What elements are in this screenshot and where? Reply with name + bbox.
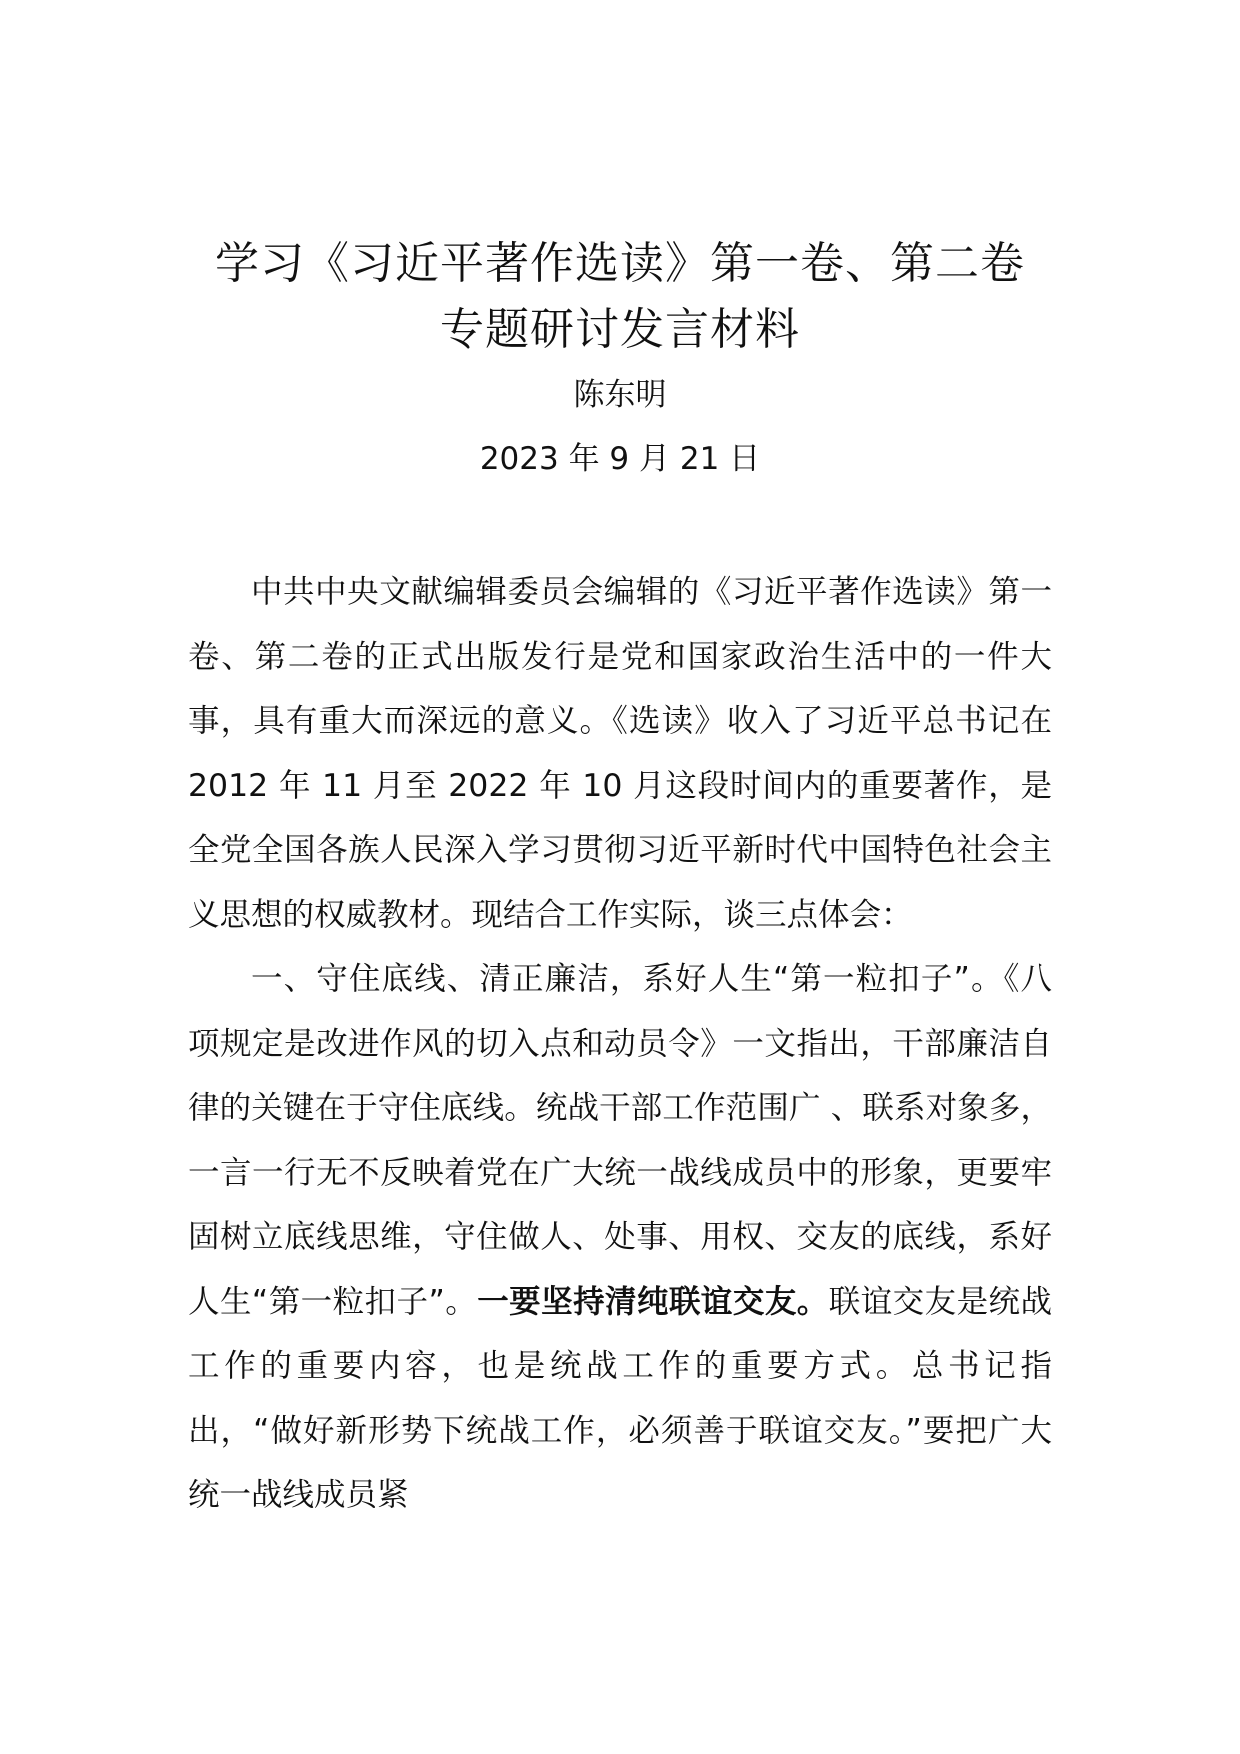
document-date: 2023 年 9 月 21 日: [479, 441, 761, 477]
section-one-text-continued: 联谊交友是统战工作的重要内容，也是统战工作的重要方式。总书记指出，“做好新形势下统战工作，必须善于联谊交友。”要把广大统一战线成员紧: [188, 1283, 1052, 1513]
document-body: [188, 560, 1052, 1528]
section-one-paragraph: [188, 947, 1052, 1528]
section-one-bold-point: 一要坚持清纯联谊交友。: [477, 1283, 829, 1320]
section-one-text: 《八项规定是改进作风的切入点和动员令》一文指出，干部廉洁自律的关键在于守住底线。统战干部工作范围广 、联系对象多，一言一行无不反映着党在广大统一战线成员中的形象，更要牢固树立底线思维，守住做人、处事、用权、交友的底线，系好人生“第一粒扣子”。: [188, 961, 1052, 1320]
document-title-line-2: 专题研讨发言材料: [440, 304, 800, 355]
document-title-line-1: 学习《习近平著作选读》第一卷、第二卷: [215, 238, 1025, 289]
author-name: 陈东明: [573, 377, 667, 413]
intro-paragraph: 中共中央文献编辑委员会编辑的《习近平著作选读》第一卷、第二卷的正式出版发行是党和国家政治生活中的一件大事，具有重大而深远的意义。《选读》收入了习近平总书记在 2012 年 11 月至 2022 年 10 月这段时间内的重要著作，是全党全国各族人民深入学习贯彻习近平新时代中国特色社会主义思想的权威教材。现结合工作实际，谈三点体会：: [188, 574, 1052, 933]
section-one-heading: 一、守住底线、清正廉洁，系好人生“第一粒扣子”。: [251, 961, 1004, 997]
